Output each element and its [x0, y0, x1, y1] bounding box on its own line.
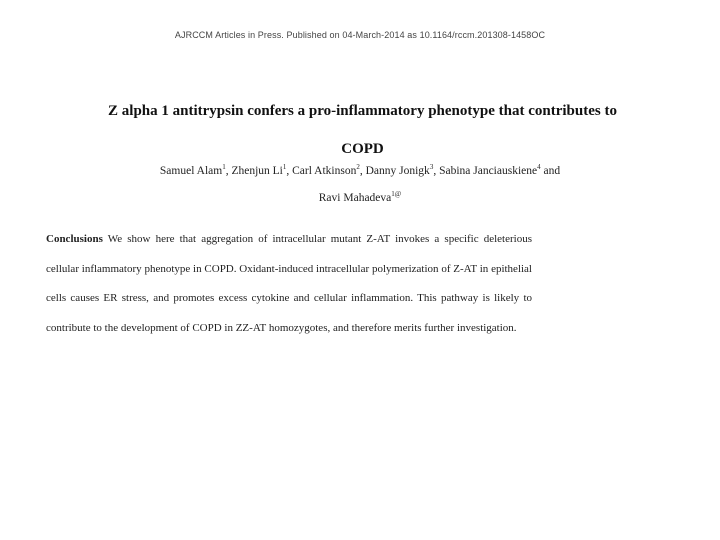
author-name: Danny Jonigk — [365, 165, 430, 177]
conclusions-label: Conclusions — [46, 233, 103, 245]
author-affiliation: 2 — [356, 163, 360, 172]
author-affiliation: 1 — [222, 163, 226, 172]
author-name: Carl Atkinson — [292, 165, 357, 177]
author-affiliation: 3 — [429, 163, 434, 172]
author-name: Samuel Alam — [159, 165, 223, 177]
author-name: Ravi Mahadeva — [318, 192, 392, 204]
author-list: Samuel Alam$^1$, Zhenjun Li$^1$, Carl Atkinson$^2$, Danny Jonigk$^3$, Sabina Janciauskiene$^4$ and Ravi Mahadeva$^{1@}$ — [159, 163, 561, 204]
conclusions-text: We show here that aggregation of intracellular mutant Z-AT invokes a specific deleterious cellular inflammatory phenotype in COPD. Oxidant-induced intracellular polymerization of Z-AT in epithelial cells causes ER stress, and promotes excess cytokine and cellular inflammation. This pathway is likely to contribute to the development of COPD in ZZ-AT homozygotes, and therefore merits further investigation. — [46, 233, 532, 334]
conclusions-paragraph — [46, 225, 532, 343]
running-header: AJRCCM Articles in Press. Published on 04-March-2014 as 10.1164/rccm.201308-1458OC — [174, 30, 546, 40]
author-name: Zhenjun Li — [231, 165, 283, 177]
author-affiliation: 4 — [537, 163, 541, 172]
author-affiliation: 1 — [282, 163, 287, 172]
paper-title: Z alpha 1 antitrypsin confers a pro-inflammatory phenotype that contributes to COPD — [108, 103, 617, 157]
author-name: Sabina Janciauskiene — [439, 165, 538, 177]
author-affiliation: 1@ — [391, 190, 402, 199]
